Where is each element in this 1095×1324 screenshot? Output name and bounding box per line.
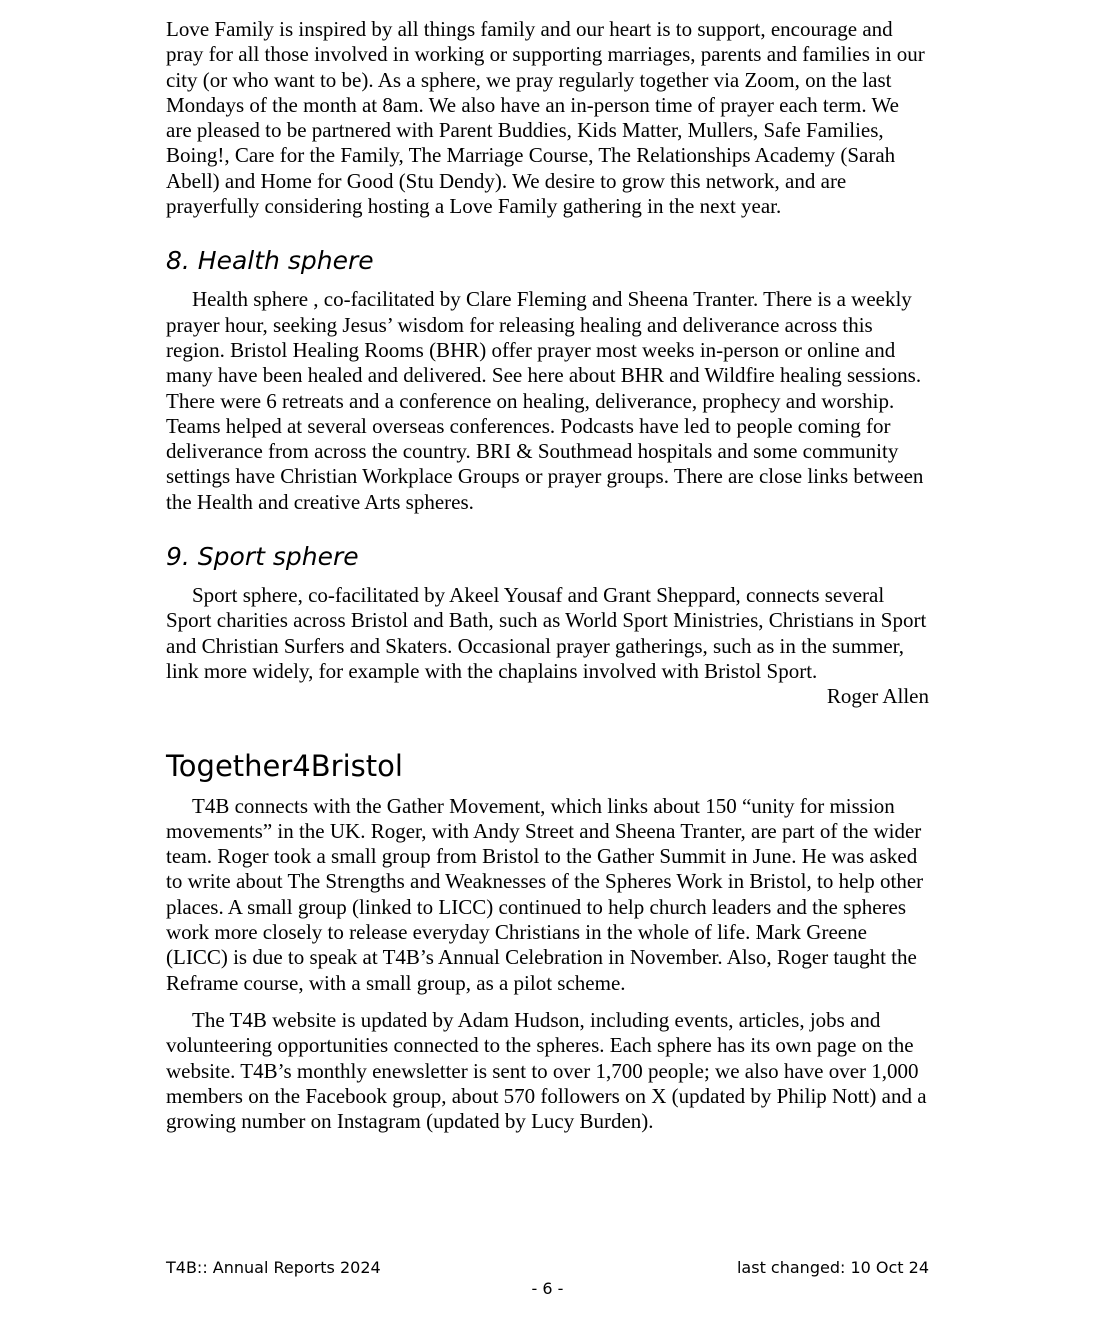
- signature: Roger Allen: [826, 684, 929, 709]
- t4b-paragraph-1: T4B connects with the Gather Movement, which links about 150 “unity for mission movements” in the UK. Roger, with Andy Street and Sheena Tranter, are part of the wider team. Roger took a small group from Bristol to the Gather Summit in June. He was asked to write about The Strengths and Weaknesses of the Spheres Work in Bristol, to help other places. A small group (linked to LICC) continued to help church leaders and the spheres work more closely to release everyday Christians in the whole of life. Mark Greene (LICC) is due to speak at T4B’s Annual Celebration in November. Also, Roger taught the Reframe course, with a small group, as a pilot scheme.: [166, 793, 924, 995]
- sport-sphere-heading: 9. Sport sphere: [166, 542, 359, 572]
- sport-sphere-paragraph: Sport sphere, co-facilitated by Akeel Yousaf and Grant Sheppard, connects several Sport charities across Bristol and Bath, such as World Sport Ministries, Christians in Sport and Christian Surfers and Skaters. Occasional prayer gatherings, such as in the summer, link more widely, for example with the chaplains involved with Bristol Sport.: [166, 583, 927, 683]
- document-body: [166, 17, 929, 1134]
- footer-title: T4B:: Annual Reports 2024: [166, 1258, 381, 1277]
- together4bristol-heading: Together4Bristol: [166, 748, 403, 783]
- page-footer: [166, 1258, 929, 1278]
- love-family-paragraph: Love Family is inspired by all things family and our heart is to support, encourage and pray for all those involved in working or supporting marriages, parents and families in our city (or who want to be). As a sphere, we pray regularly together via Zoom, on the last Mondays of the month at 8am. We also have an in-person time of prayer each term. We are pleased to be partnered with Parent Buddies, Kids Matter, Mullers, Safe Families, Boing!, Care for the Family, The Marriage Course, The Relationships Academy (Sarah Abell) and Home for Good (Stu Dendy). We desire to grow this network, and are prayerfully considering hosting a Love Family gathering in the next year.: [166, 17, 925, 219]
- page-number: - 6 -: [531, 1279, 564, 1298]
- health-sphere-paragraph: Health sphere , co-facilitated by Clare Fleming and Sheena Tranter. There is a weekly prayer hour, seeking Jesus’ wisdom for releasing healing and deliverance across this region. Bristol Healing Rooms (BHR) offer prayer most weeks in-person or online and many have been healed and delivered. See here about BHR and Wildfire healing sessions. There were 6 retreats and a conference on healing, deliverance, prophecy and worship. Teams helped at several overseas conferences. Podcasts have led to people coming for deliverance from across the country. BRI & Southmead hospitals and some community settings have Christian Workplace Groups or prayer groups. There are close links between the Health and creative Arts spheres.: [166, 287, 924, 514]
- t4b-paragraph-2: The T4B website is updated by Adam Hudson, including events, articles, jobs and volunteering opportunities connected to the spheres. Each sphere has its own page on the website. T4B’s monthly enewsletter is sent to over 1,700 people; we also have over 1,000 members on the Facebook group, about 570 followers on X (updated by Philip Nott) and a growing number on Instagram (updated by Lucy Burden).: [166, 1007, 927, 1134]
- footer-last-changed: last changed: 10 Oct 24: [736, 1258, 929, 1277]
- health-sphere-heading: 8. Health sphere: [166, 246, 374, 276]
